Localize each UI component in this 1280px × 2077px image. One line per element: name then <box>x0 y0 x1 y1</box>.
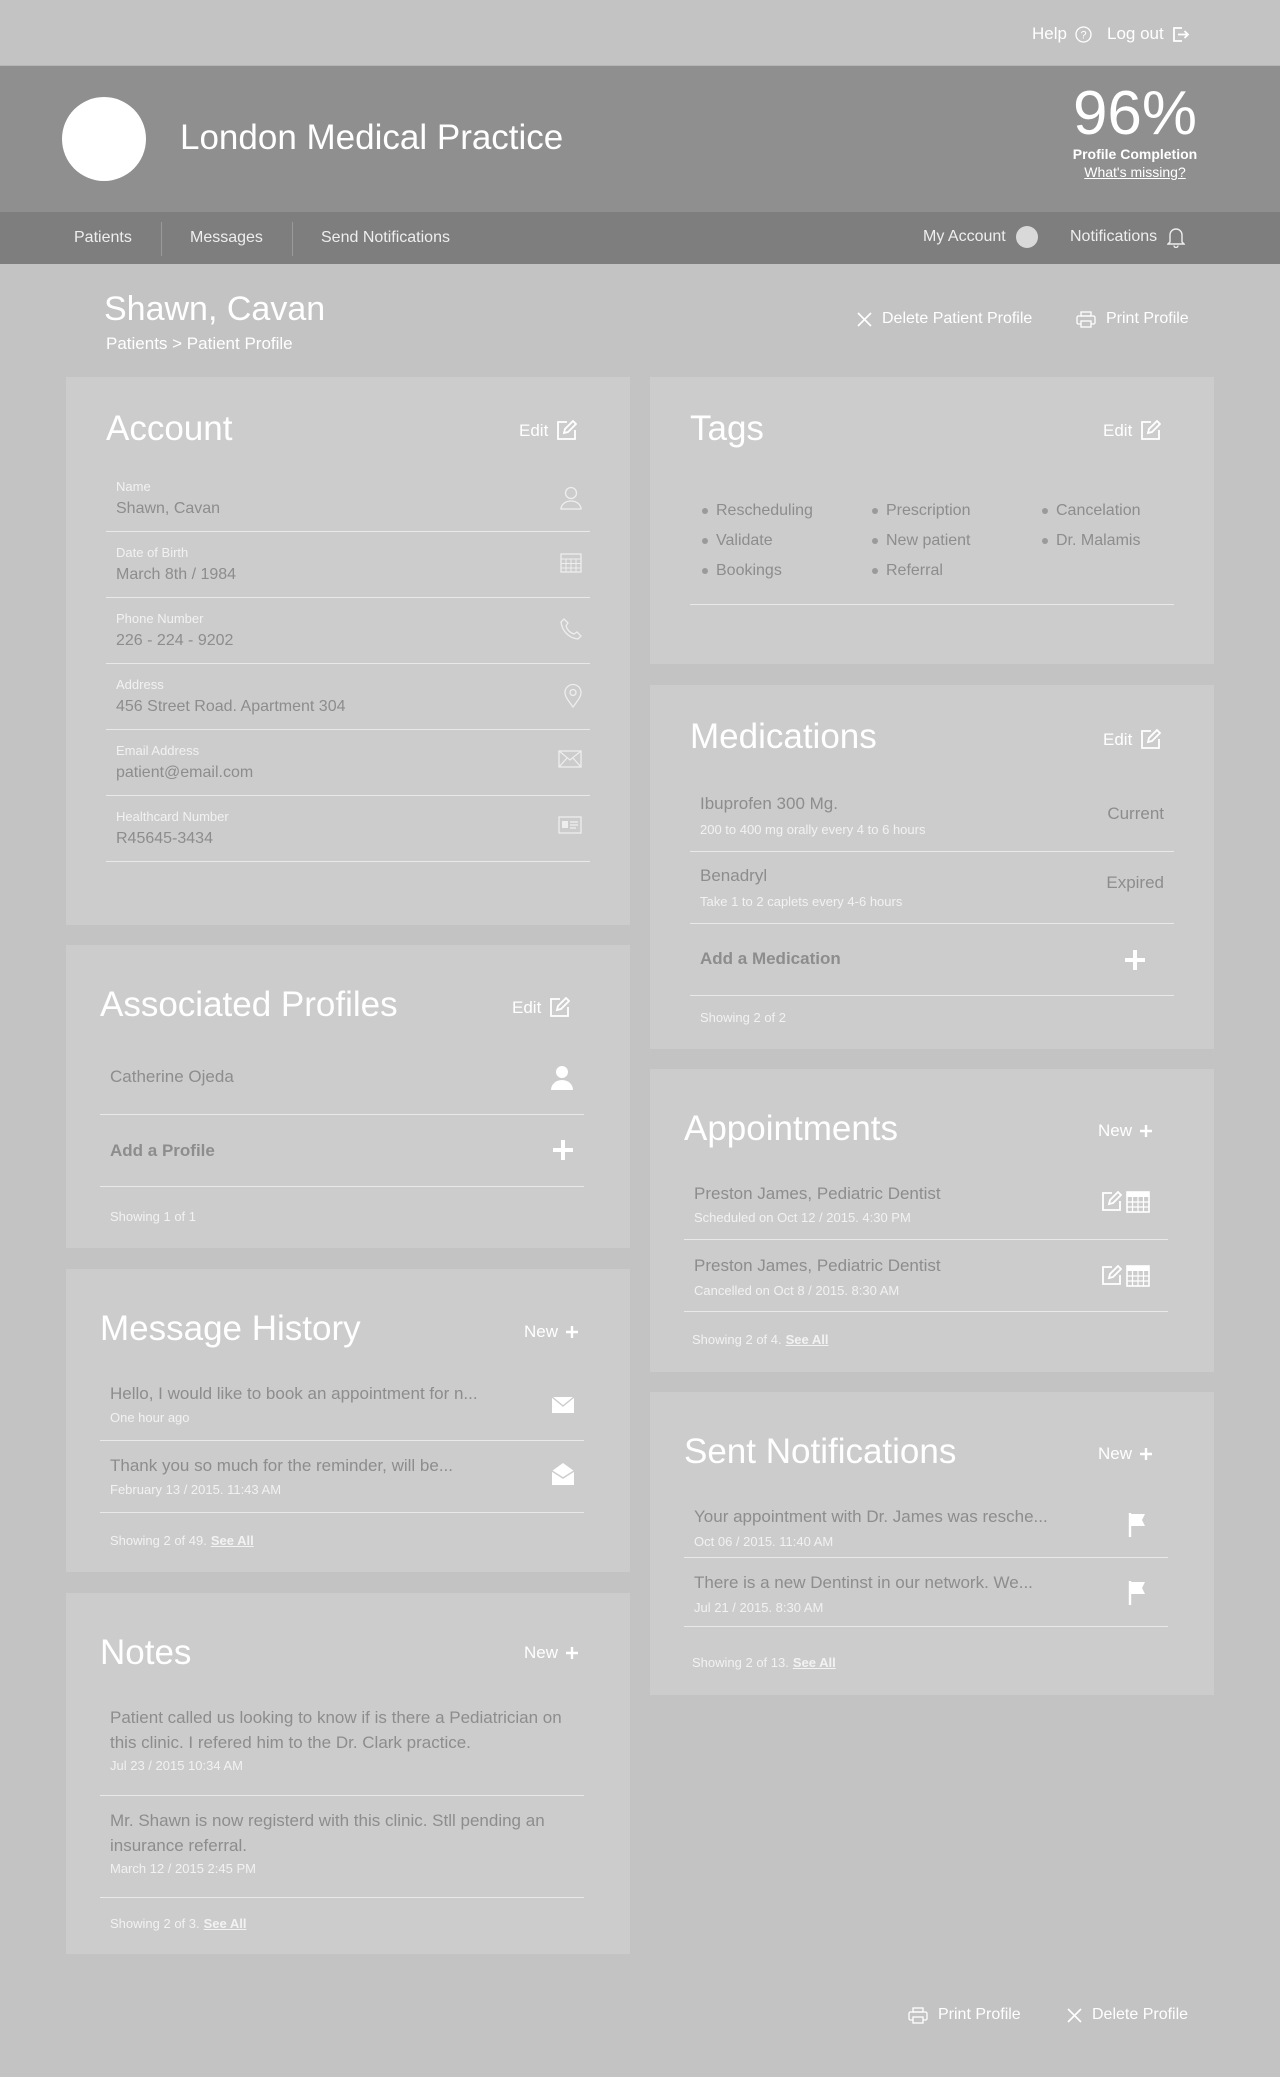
delete-patient-profile-label: Delete Patient Profile <box>882 310 1033 327</box>
account-edit-label: Edit <box>519 420 549 440</box>
practice-header <box>0 66 1280 212</box>
printer-icon <box>1076 311 1096 328</box>
medications-title: Medications <box>690 717 877 756</box>
add-medication-row[interactable] <box>690 924 1174 996</box>
add-medication-label: Add a Medication <box>700 949 841 968</box>
envelope-open-icon <box>552 1463 574 1485</box>
medication-dose: 200 to 400 mg orally every 4 to 6 hours <box>700 822 926 837</box>
tag-item[interactable] <box>702 562 782 580</box>
name-field[interactable] <box>106 466 590 532</box>
account-title: Account <box>106 409 233 448</box>
medications-edit-button[interactable] <box>1103 729 1161 750</box>
plus-icon <box>1140 1125 1152 1137</box>
notifications-label: Notifications <box>1070 228 1158 245</box>
email-field[interactable] <box>106 730 590 796</box>
note-text: Patient called us looking to know if is there a Pediatrician on this clinic. I refered him to the Dr. Clark practice. <box>110 1708 562 1752</box>
new-appointment-button[interactable] <box>1098 1121 1152 1141</box>
message-row[interactable] <box>100 1441 584 1513</box>
associated-profiles-title: Associated Profiles <box>100 985 398 1024</box>
whats-missing-link[interactable]: What's missing? <box>1084 164 1186 180</box>
logout-label: Log out <box>1107 24 1164 43</box>
associated-edit-label: Edit <box>512 997 542 1017</box>
tags-edit-button[interactable] <box>1103 420 1161 441</box>
note-time: Jul 23 / 2015 10:34 AM <box>110 1758 243 1773</box>
tags-edit-label: Edit <box>1103 420 1133 440</box>
note-text: Mr. Shawn is now registerd with this clinic. Stll pending an insurance referral. <box>110 1811 545 1855</box>
appointments-showing-label: Showing 2 of 4. <box>692 1332 782 1347</box>
user-icon <box>560 486 582 510</box>
tag-item[interactable] <box>872 532 971 550</box>
edit-appointment-icon[interactable] <box>1101 1191 1122 1212</box>
completion-label: Profile Completion <box>1072 146 1198 162</box>
patient-name-title: Shawn, Cavan <box>104 290 326 328</box>
profile-completion <box>1040 79 1230 180</box>
account-card <box>66 377 630 925</box>
associated-edit-button[interactable] <box>512 997 570 1018</box>
notification-time: Jul 21 / 2015. 8:30 AM <box>694 1600 824 1615</box>
location-pin-icon <box>564 684 582 708</box>
bullet-icon <box>872 508 878 514</box>
main-nav <box>0 212 1280 264</box>
new-message-label: New <box>524 1322 559 1341</box>
person-icon <box>550 1065 574 1091</box>
medication-status: Current <box>1107 804 1164 823</box>
message-history-title: Message History <box>100 1309 361 1348</box>
bullet-icon <box>872 568 878 574</box>
practice-logo <box>62 97 146 181</box>
medication-dose: Take 1 to 2 caplets every 4-6 hours <box>700 894 903 909</box>
appointment-detail: Cancelled on Oct 8 / 2015. 8:30 AM <box>694 1283 900 1298</box>
phone-value: 226 - 224 - 9202 <box>116 632 234 649</box>
dob-value: March 8th / 1984 <box>116 566 237 583</box>
tag-item[interactable] <box>1042 502 1141 520</box>
note-row[interactable] <box>100 1796 584 1898</box>
plus-icon <box>566 1326 578 1338</box>
edit-icon <box>1140 729 1161 750</box>
appointments-see-all-link[interactable]: See All <box>785 1332 829 1347</box>
bell-icon <box>1167 226 1185 248</box>
svg-text:?: ? <box>1080 29 1087 41</box>
delete-patient-profile-button[interactable] <box>857 310 1032 328</box>
notification-text: Your appointment with Dr. James was resche... <box>694 1507 1048 1526</box>
flag-icon <box>1128 1512 1146 1538</box>
message-see-all-link[interactable]: See All <box>210 1533 254 1548</box>
message-history-card <box>66 1269 630 1572</box>
help-icon <box>1075 26 1092 43</box>
id-card-icon <box>558 816 582 834</box>
bullet-icon <box>702 538 708 544</box>
email-value: patient@email.com <box>116 764 254 781</box>
edit-icon <box>1140 420 1161 441</box>
dob-label: Date of Birth <box>116 545 189 560</box>
my-account-link[interactable] <box>923 226 1038 248</box>
bullet-icon <box>1042 508 1048 514</box>
healthcard-field[interactable] <box>106 796 590 862</box>
calendar-icon[interactable] <box>1126 1265 1150 1287</box>
edit-icon <box>549 997 570 1018</box>
email-label: Email Address <box>116 743 200 758</box>
medication-name: Benadryl <box>700 866 768 885</box>
medications-edit-label: Edit <box>1103 729 1133 749</box>
bullet-icon <box>872 538 878 544</box>
medications-card <box>650 685 1214 1049</box>
tags-card <box>650 377 1214 664</box>
tag-item[interactable] <box>872 562 943 580</box>
bullet-icon <box>702 568 708 574</box>
notifications-link[interactable] <box>1070 226 1185 248</box>
nav-messages[interactable]: Messages <box>190 229 263 246</box>
message-showing <box>110 1533 254 1548</box>
account-avatar <box>1016 226 1038 248</box>
completion-value: 96% <box>1072 79 1198 148</box>
close-icon <box>1067 2008 1082 2023</box>
name-label: Name <box>116 479 151 494</box>
tag-label: Prescription <box>886 502 971 519</box>
sent-notifications-card <box>650 1392 1214 1695</box>
appointment-row[interactable] <box>684 1240 1168 1312</box>
footer-delete-profile-button[interactable] <box>1067 2006 1188 2024</box>
sent-showing-label: Showing 2 of 13. <box>692 1655 789 1670</box>
calendar-icon[interactable] <box>1126 1191 1150 1213</box>
logout-link[interactable] <box>1107 24 1190 44</box>
phone-label: Phone Number <box>116 611 204 626</box>
bullet-icon <box>1042 538 1048 544</box>
new-appointment-label: New <box>1098 1121 1133 1140</box>
address-label: Address <box>116 677 164 692</box>
sent-showing <box>692 1655 836 1670</box>
new-note-button[interactable] <box>524 1643 578 1663</box>
message-time: One hour ago <box>110 1410 190 1425</box>
phone-field[interactable] <box>106 598 590 664</box>
tag-label: Referral <box>886 562 943 579</box>
name-value: Shawn, Cavan <box>116 500 221 517</box>
tags-title: Tags <box>690 409 764 448</box>
footer-delete-profile-label: Delete Profile <box>1092 2006 1189 2023</box>
notes-card <box>66 1593 630 1954</box>
appointments-card <box>650 1069 1214 1372</box>
phone-icon <box>560 618 582 640</box>
account-edit-button[interactable] <box>519 420 577 441</box>
appointment-row[interactable] <box>684 1169 1168 1240</box>
tag-item[interactable] <box>872 502 970 520</box>
bullet-icon <box>702 508 708 514</box>
healthcard-value: R45645-3434 <box>116 830 213 847</box>
print-profile-button[interactable] <box>1076 310 1189 328</box>
tag-label: Rescheduling <box>716 502 813 519</box>
message-text: Hello, I would like to book an appointment for n... <box>110 1384 478 1403</box>
message-showing-label: Showing 2 of 49. <box>110 1533 207 1548</box>
medication-row[interactable] <box>690 852 1174 924</box>
notification-time: Oct 06 / 2015. 11:40 AM <box>694 1534 834 1549</box>
add-profile-label: Add a Profile <box>110 1141 215 1160</box>
notes-showing <box>110 1916 247 1931</box>
notification-row[interactable] <box>684 1558 1168 1627</box>
help-link[interactable] <box>1032 24 1092 44</box>
calendar-icon <box>560 552 582 574</box>
new-notification-label: New <box>1098 1444 1133 1463</box>
my-account-label: My Account <box>923 228 1006 245</box>
healthcard-label: Healthcard Number <box>116 809 229 824</box>
top-bar <box>0 0 1280 66</box>
plus-icon <box>566 1647 578 1659</box>
sent-see-all-link[interactable]: See All <box>792 1655 836 1670</box>
tag-label: Validate <box>716 532 773 549</box>
flag-icon <box>1128 1580 1146 1606</box>
nav-patients[interactable]: Patients <box>74 229 132 246</box>
notes-title: Notes <box>100 1633 192 1672</box>
associated-showing: Showing 1 of 1 <box>110 1209 197 1224</box>
envelope-closed-icon <box>552 1397 574 1413</box>
tag-label: Cancelation <box>1056 502 1141 519</box>
associated-profile-row[interactable] <box>100 1045 584 1115</box>
breadcrumb[interactable]: Patients > Patient Profile <box>106 334 293 353</box>
printer-icon <box>908 2007 928 2024</box>
footer-print-profile-button[interactable] <box>908 2006 1021 2024</box>
associated-profile-name: Catherine Ojeda <box>110 1067 234 1086</box>
dob-field[interactable] <box>106 532 590 598</box>
address-field[interactable] <box>106 664 590 730</box>
medication-name: Ibuprofen 300 Mg. <box>700 794 838 813</box>
medications-showing: Showing 2 of 2 <box>700 1010 787 1025</box>
message-time: February 13 / 2015. 11:43 AM <box>110 1482 282 1497</box>
close-icon <box>857 312 872 327</box>
appointments-title: Appointments <box>684 1109 899 1148</box>
logout-icon <box>1172 26 1190 43</box>
print-profile-label: Print Profile <box>1106 310 1189 327</box>
medication-row[interactable] <box>690 780 1174 852</box>
notes-see-all-link[interactable]: See All <box>203 1916 247 1931</box>
note-row[interactable] <box>100 1693 584 1796</box>
sent-notifications-title: Sent Notifications <box>684 1432 957 1471</box>
message-row[interactable] <box>100 1369 584 1441</box>
notification-row[interactable] <box>684 1492 1168 1558</box>
nav-divider <box>161 222 162 256</box>
notes-showing-label: Showing 2 of 3. <box>110 1916 200 1931</box>
help-label: Help <box>1032 24 1067 43</box>
tags-divider <box>690 604 1174 605</box>
edit-appointment-icon[interactable] <box>1101 1265 1122 1286</box>
tag-label: Bookings <box>716 562 782 579</box>
edit-icon <box>556 420 577 441</box>
appointment-name: Preston James, Pediatric Dentist <box>694 1256 941 1275</box>
new-note-label: New <box>524 1643 559 1662</box>
medication-status: Expired <box>1106 873 1164 892</box>
tag-item[interactable] <box>702 532 773 550</box>
tag-label: Dr. Malamis <box>1056 532 1141 549</box>
message-text: Thank you so much for the reminder, will be... <box>110 1456 453 1475</box>
nav-divider <box>292 222 293 256</box>
address-value: 456 Street Road. Apartment 304 <box>116 698 346 715</box>
plus-icon <box>552 1139 574 1161</box>
footer-print-profile-label: Print Profile <box>938 2006 1021 2023</box>
practice-name: London Medical Practice <box>180 118 564 157</box>
envelope-icon <box>558 750 582 768</box>
new-notification-button[interactable] <box>1098 1444 1152 1464</box>
nav-send-notifications[interactable]: Send Notifications <box>321 229 450 246</box>
associated-profiles-card <box>66 945 630 1248</box>
appointment-detail: Scheduled on Oct 12 / 2015. 4:30 PM <box>694 1210 911 1225</box>
plus-icon <box>1124 949 1146 971</box>
note-time: March 12 / 2015 2:45 PM <box>110 1861 256 1876</box>
tag-item[interactable] <box>1042 532 1140 550</box>
notification-text: There is a new Dentinst in our network. We... <box>694 1573 1033 1592</box>
tag-label: New patient <box>886 532 971 549</box>
add-profile-row[interactable] <box>100 1115 584 1187</box>
tag-item[interactable] <box>702 502 813 520</box>
appointment-name: Preston James, Pediatric Dentist <box>694 1184 941 1203</box>
plus-icon <box>1140 1448 1152 1460</box>
appointments-showing <box>692 1332 829 1347</box>
new-message-button[interactable] <box>524 1322 578 1342</box>
